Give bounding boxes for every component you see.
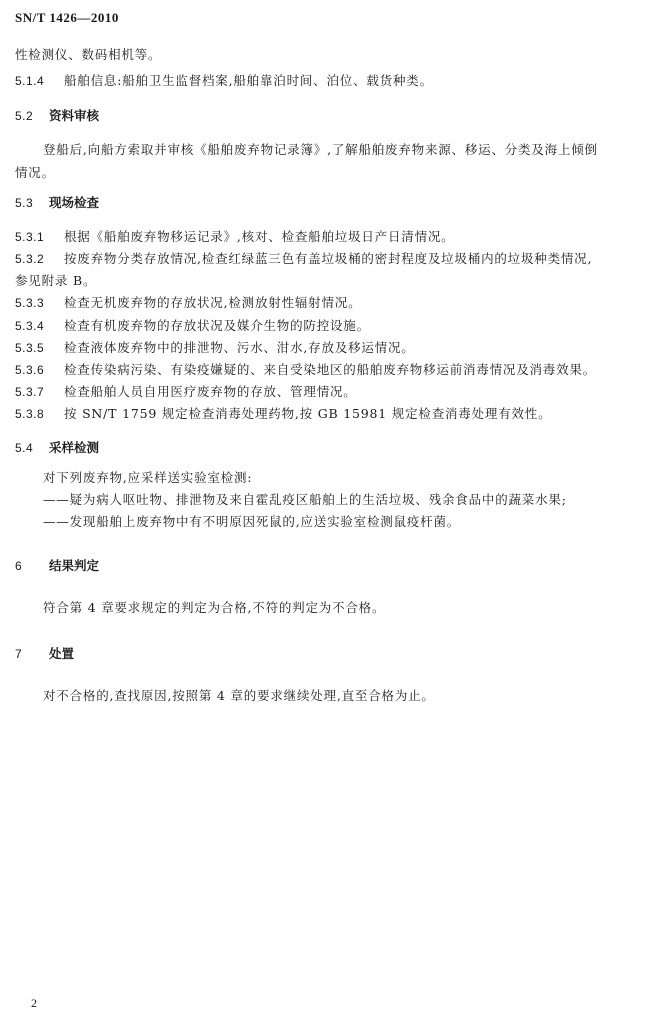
section-title: 现场检查	[49, 195, 100, 210]
section-number: 5.2	[15, 109, 34, 123]
clause-5-3-1	[15, 229, 454, 245]
section-title: 采样检测	[49, 440, 100, 455]
section-5-3-heading	[15, 195, 99, 211]
section-5-4-bullet-1: ——疑为病人呕吐物、排泄物及来自霍乱疫区船舶上的生活垃圾、残余食品中的蔬菜水果;	[43, 492, 567, 507]
clause-text: 按废弃物分类存放情况,检查红绿蓝三色有盖垃圾桶的密封程度及垃圾桶内的垃圾种类情况,	[64, 251, 593, 266]
paragraph-5-2-line2: 情况。	[15, 165, 55, 180]
section-number: 6	[15, 559, 23, 573]
clause-text: 按 SN/T 1759 规定检查消毒处理药物,按 GB 15981 规定检查消毒处理有效性。	[64, 406, 552, 421]
section-5-4-heading	[15, 440, 99, 456]
continuation-line: 性检测仪、数码相机等。	[15, 47, 162, 62]
clause-text: 检查传染病污染、有染疫嫌疑的、来自受染地区的船舶废弃物移运前消毒情况及消毒效果。	[64, 362, 597, 377]
clause-5-3-7	[15, 384, 357, 400]
section-5-4-bullet-2: ——发现船舶上废弃物中有不明原因死鼠的,应送实验室检测鼠疫杆菌。	[43, 514, 461, 529]
clause-text: 船舶信息:船舶卫生监督档案,船舶靠泊时间、泊位、载货种类。	[64, 73, 433, 88]
section-title: 处置	[49, 646, 75, 661]
clause-number: 5.3.6	[15, 363, 45, 377]
page-number: 2	[31, 996, 37, 1010]
page-header	[15, 10, 119, 26]
clause-5-3-8	[15, 406, 551, 422]
section-title: 资料审核	[49, 108, 100, 123]
clause-text: 检查液体废弃物中的排泄物、污水、泔水,存放及移运情况。	[64, 340, 415, 355]
section-5-4-intro: 对下列废弃物,应采样送实验室检测:	[43, 470, 253, 485]
clause-number: 5.3.5	[15, 341, 45, 355]
clause-number: 5.3.3	[15, 296, 45, 310]
clause-number: 5.3.8	[15, 407, 45, 421]
clause-5-3-2-continuation: 参见附录 B。	[15, 273, 97, 288]
section-7-heading	[15, 646, 74, 662]
clause-text: 检查有机废弃物的存放状况及媒介生物的防控设施。	[64, 318, 370, 333]
section-7-text: 对不合格的,查找原因,按照第 4 章的要求继续处理,直至合格为止。	[43, 688, 435, 703]
clause-text: 根据《船舶废弃物移运记录》,核对、检查船舶垃圾日产日清情况。	[64, 229, 455, 244]
section-number: 7	[15, 647, 23, 661]
clause-text: 检查无机废弃物的存放状况,检测放射性辐射情况。	[64, 295, 362, 310]
clause-5-3-4	[15, 318, 370, 334]
clause-number: 5.1.4	[15, 74, 45, 88]
paragraph-5-2-line1: 登船后,向船方索取并审核《船舶废弃物记录簿》,了解船舶废弃物来源、移运、分类及海上倾倒	[43, 142, 598, 157]
clause-5-3-5	[15, 340, 415, 356]
section-number: 5.4	[15, 441, 34, 455]
section-6-heading	[15, 558, 99, 574]
clause-text: 检查船舶人员自用医疗废弃物的存放、管理情况。	[64, 384, 357, 399]
clause-5-1-4	[15, 73, 433, 89]
standard-code: SN/T 1426—2010	[15, 10, 119, 25]
clause-number: 5.3.2	[15, 252, 45, 266]
section-6-text: 符合第 4 章要求规定的判定为合格,不符的判定为不合格。	[43, 600, 386, 615]
clause-number: 5.3.4	[15, 319, 45, 333]
section-title: 结果判定	[49, 558, 100, 573]
section-5-2-heading	[15, 108, 99, 124]
clause-5-3-2	[15, 251, 592, 267]
clause-number: 5.3.7	[15, 385, 45, 399]
clause-5-3-3	[15, 295, 361, 311]
clause-5-3-6	[15, 362, 596, 378]
clause-number: 5.3.1	[15, 230, 45, 244]
section-number: 5.3	[15, 196, 34, 210]
